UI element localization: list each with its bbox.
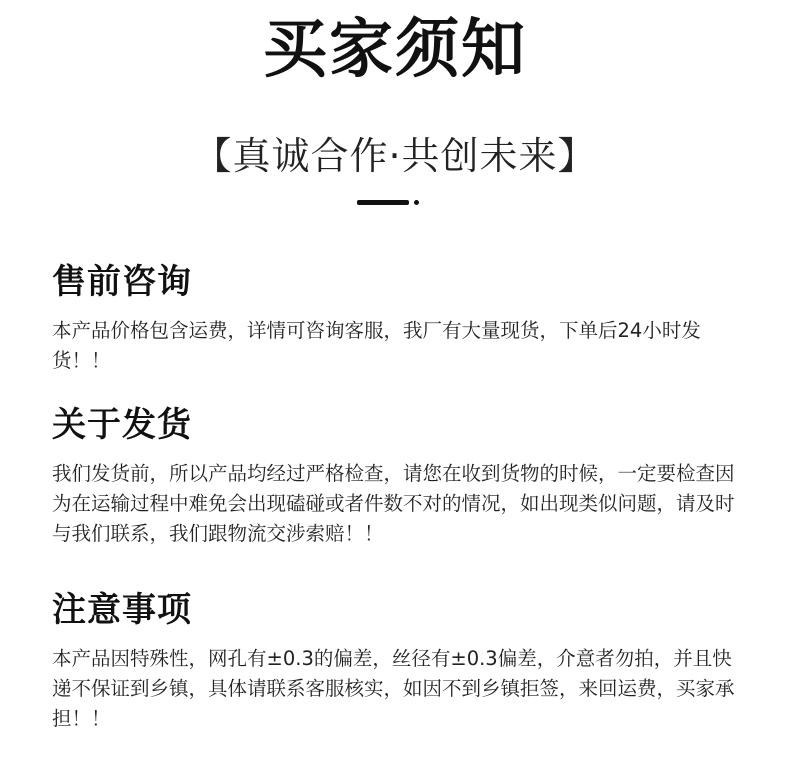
section-body: 本产品因特殊性，网孔有±0.3的偏差，丝径有±0.3偏差，介意者勿拍，并且快递不保证到乡镇，具体请联系客服核实，如因不到乡镇拒签，来回运费，买家承担！！ [52, 647, 735, 730]
page-title: 买家须知 [263, 13, 527, 87]
section-body: 本产品价格包含运费，详情可咨询客服，我厂有大量现货，下单后24小时发货！！ [52, 319, 701, 372]
divider-line [357, 200, 409, 205]
section-body: 我们发货前，所以产品均经过严格检查，请您在收到货物的时候，一定要检查因为在运输过程中难免会出现磕碰或者件数不对的情况，如出现类似问题，请及时与我们联系，我们跟物流交涉索赔！！ [52, 462, 735, 545]
section-notes [52, 590, 742, 734]
section-presale-consulting [52, 262, 742, 376]
slogan: 【真诚合作·共创未来】 [193, 134, 597, 178]
section-heading: 售前咨询 [52, 262, 192, 302]
section-heading: 关于发货 [52, 405, 192, 445]
section-heading: 注意事项 [52, 590, 192, 630]
divider-dot [414, 200, 419, 205]
section-shipping [52, 405, 742, 549]
